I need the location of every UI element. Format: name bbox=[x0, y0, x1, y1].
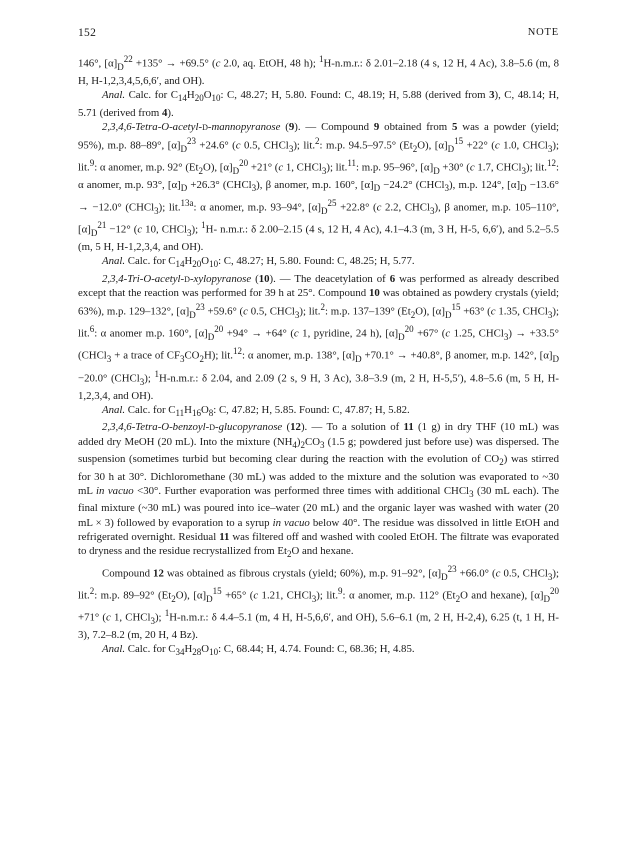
page-number: 152 bbox=[78, 27, 97, 39]
paragraph-continuation: 146°, $[\alpha]_D^{22} +135^\circ \to +69.5^\circ$ (c 2.0, aq. EtOH, 48 h); $^1$H-n.m.r.: δ 2.01–2.18 (4 s, 12 H, 4 Ac), 3.8–5.6 (m, 8 H, H-1,2,3,4,5,6,6′, and OH). bbox=[78, 54, 559, 88]
compound-9-paragraph: 2,3,4,6-Tetra-O-acetyl-d-mannopyranose (9). — Compound 9 obtained from 5 was a powder (yield; 95%), m.p. 88–89°, $[\alpha]_D^{23} +24.6^\circ$ (c 0.5, CHCl$_3$); lit.$^2$: m.p. 94.5–97.5° $(Et_2O)$, $[\alpha]_D^{15} +22^\circ$ (c 1.0, CHCl$_3$); lit.$^9$: α anomer, m.p. 92° $(Et_2O)$, $[\alpha]_D^{20} +21^\circ$ (c 1, CHCl$_3$); lit.$^{11}$: m.p. 95–96°, $[\alpha]_D +30^\circ$ (c 1.7, CHCl$_3$); lit.$^{12}$: α anomer, m.p. 93°, $[\alpha]_D +26.3^\circ$ (CHCl$_3$), β anomer, m.p. 160°, $[\alpha]_D -24.2^\circ$ (CHCl$_3$), m.p. 124°, $[\alpha]_D -13.6^\circ \to -12.0^\circ$ (CHCl$_3$); lit.$^{13a}$: α anomer, m.p. 93–94°, $[\alpha]_D^{25} +22.8^\circ$ (c 2.2, CHCl$_3$), β anomer, m.p. 105–110°, $[\alpha]_D^{21} -12^\circ$ (c 10, CHCl$_3$); $^1$H- n.m.r.: δ 2.00–2.15 (4 s, 12 H, 4 Ac), 4.1–4.3 (m, 3 H, H-5, 6,6′), and 5.2–5.5 (m, 5 H, H-1,2,3,4, and OH). bbox=[78, 121, 560, 254]
running-header bbox=[78, 27, 559, 39]
compound-12-result-paragraph: Compound 12 was obtained as fibrous crystals (yield; 60%), m.p. 91–92°, $[\alpha]_D^{23} +66.0^\circ$ (c 0.5, CHCl$_3$); lit.$^2$: m.p. 89–92° $(Et_2O)$, $[\alpha]_D^{15} +65^\circ$ (c 1.21, CHCl$_3$); lit.$^9$: α anomer, m.p. 112° ($Et_2O$ and hexane), $[\alpha]_D^{20} +71^\circ$ (c 1, CHCl$_3$); $^1$H-n.m.r.: δ 4.4–5.1 (m, 4 H, H-5,6,6′, and OH), 5.6–6.1 (m, 2 H, H-2,4), 6.25 (t, 1 H, H-3), 7.2–8.2 (m, 20 H, 4 Bz). bbox=[78, 563, 560, 641]
article-body bbox=[78, 52, 559, 660]
section-label: NOTE bbox=[527, 27, 559, 38]
compound-12-procedure-paragraph: 2,3,4,6-Tetra-O-benzoyl-d-glucopyranose (12). — To a solution of 11 (1 g) in dry THF (10 mL) was added dry MeOH (20 mL). Into the mixture $(NH_4)_2CO_3$ (1.5 g; powdered just before use) was dispersed. The suspension (sometimes turbid but becoming clear during the reaction with the evolution of $CO_2$) was stirred for 30 h at 30°. Dichloromethane (30 mL) was added to the mixture and the solution was evaporated to ~30 mL in vacuo <30°. Further evaporation was performed three times with additional CHCl$_3$ (30 mL each). The final mixture (~30 mL) was poured into ice–water (20 mL) and the organic layer was washed with water (20 mL × 3) followed by evaporation to a syrup in vacuo below 40°. The residue was dissolved in little EtOH and refrigerated overnight. Residual 11 was filtered off and washed with cooled EtOH. The filtrate was evaporated to dryness and the residue recrystallized from $Et_2O$ and hexane. bbox=[78, 421, 559, 560]
analysis-paragraph: Anal. Calc. for $C_{34}H_{28}O_{10}$: C, 68.44; H, 4.74. Found: C, 68.36; H, 4.85. bbox=[102, 643, 415, 658]
compound-10-paragraph: 2,3,4-Tri-O-acetyl-d-xylopyranose (10). — The deacetylation of 6 was performed as already described except that the reaction was performed for 39 h at 25°. Compound 10 was obtained as powdery crystals (yield; 63%), m.p. 129–132°, $[\alpha]_D^{23} +59.6^\circ$ (c 0.5, CHCl$_3$); lit.$^2$: m.p. 137–139° $(Et_2O)$, $[\alpha]_D^{15} +63^\circ$ (c 1.35, CHCl$_3$); lit.$^6$: α anomer m.p. 160°, $[\alpha]_D^{20} +94^\circ \to +64^\circ$ (c 1, pyridine, 24 h), $[\alpha]_D^{20} +67^\circ$ (c 1.25, CHCl$_3$) → +33.5° (CHCl$_3$ + a trace of $CF_3CO_2H$); lit.$^{12}$: α anomer, m.p. 138°, $[\alpha]_D +70.1^\circ \to +40.8^\circ$, β anomer, m.p. 142°, $[\alpha]_D -20.0^\circ$ (CHCl$_3$); $^1$H-n.m.r.: δ 2.04, and 2.09 (2 s, 9 H, 3 Ac), 3.8–3.9 (m, 2 H, H-5,5′), 4.8–5.6 (m, 5 H, H-1,2,3,4, and OH). bbox=[78, 272, 560, 402]
analysis-paragraph: Anal. Calc. for $C_{14}H_{20}O_{10}$: C, 48.27; H, 5.80. Found: C, 48.25; H, 5.77. bbox=[102, 255, 415, 270]
analysis-paragraph: Anal. Calc. for $C_{11}H_{16}O_8$: C, 47.82; H, 5.85. Found: C, 47.87; H, 5.82. bbox=[102, 403, 410, 419]
analysis-paragraph: Anal. Calc. for $C_{14}H_{20}O_{10}$: C, 48.27; H, 5.80. Found: C, 48.19; H, 5.88 (derived from 3), C, 48.14; H, 5.71 (derived from 4). bbox=[78, 89, 559, 119]
